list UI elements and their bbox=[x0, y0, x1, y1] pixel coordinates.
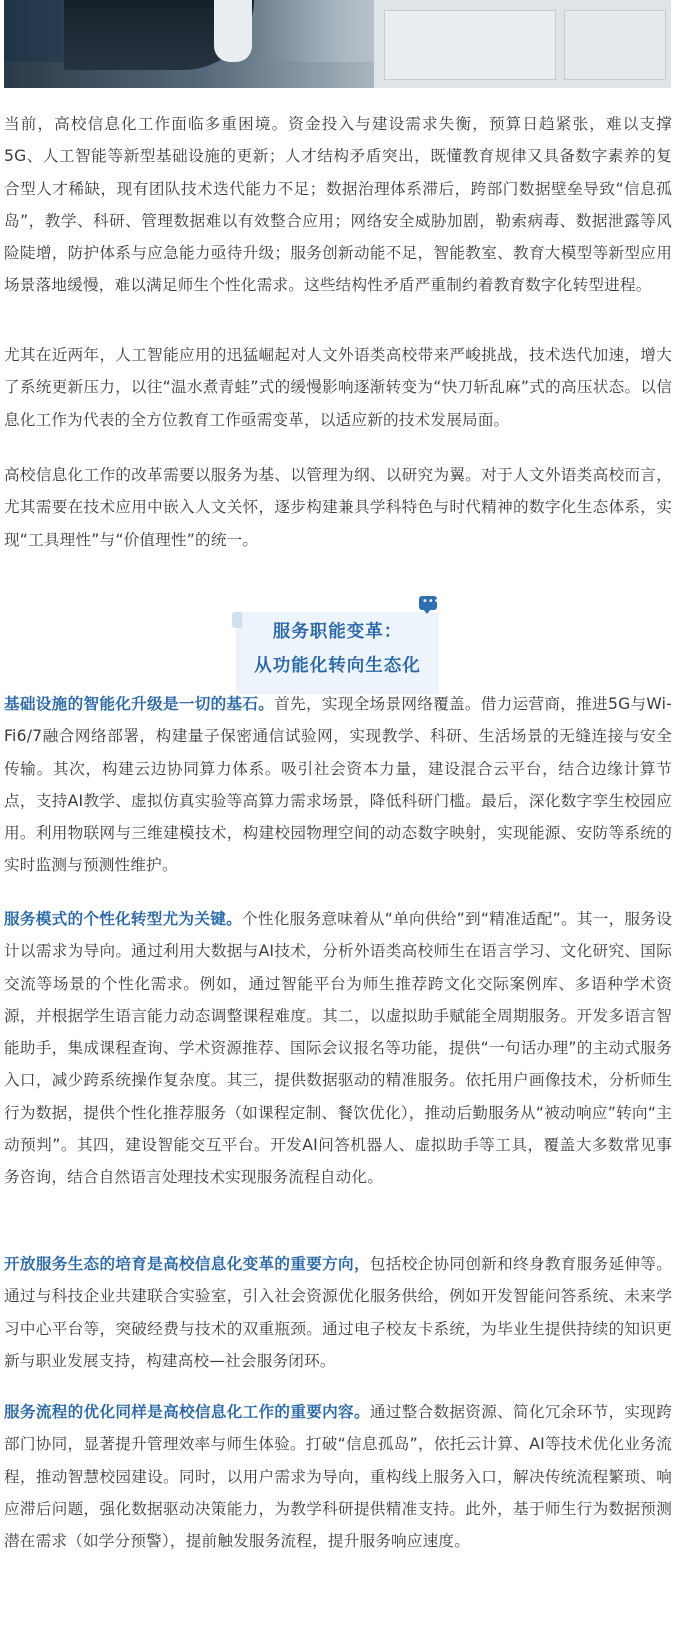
hero-image bbox=[4, 0, 671, 88]
section-paragraph-infrastructure bbox=[4, 688, 672, 882]
intro-paragraph-1 bbox=[4, 108, 672, 302]
section-title-line-1: 服务职能变革： bbox=[272, 622, 403, 642]
hero-drawer-2 bbox=[564, 10, 666, 80]
section-text-personalization: 个性化服务意味着从“单向供给”到“精准适配”。其一，服务设计以需求为导向。通过利用大数据与AI技术，分析外语类高校师生在语言学习、文化研究、国际交流等场景的个性化需求。例如，通过智能平台为师生推荐跨文化交际案例库、多语种学术资源，并根据学生语言能力动态调整课程难度。其二，以虚拟助手赋能全周期服务。开发多语言智能助手，集成课程查询、学术资源推荐、国际会议报名等功能，提供“一句话办理”的主动式服务入口，减少跨系统操作复杂度。其三，提供数据驱动的精准服务。依托用户画像技术，分析师生行为数据，提供个性化推荐服务（如课程定制、餐饮优化），推动后勤服务从“被动响应”转向“主动预判”。其四，建设智能交互平台。开发AI问答机器人、虚拟助手等工具，覆盖大多数常见事务咨询，结合自然语言处理技术实现服务流程自动化。 bbox=[4, 910, 672, 1187]
chat-bubble-dots: ••• bbox=[422, 596, 440, 607]
intro-paragraph-2 bbox=[4, 339, 672, 436]
section-text-infrastructure: 首先，实现全场景网络覆盖。借力运营商，推进5G与Wi-Fi6/7融合网络部署，构建量子保密通信试验网，实现教学、科研、生活场景的无缝连接与安全传输。其次，构建云边协同算力体系。吸引社会资本力量，建设混合云平台，结合边缘计算节点，支持AI教学、虚拟仿真实验等高算力需求场景，降低科研门槛。最后，深化数字孪生校园应用。利用物联网与三维建模技术，构建校园物理空间的动态数字映射，实现能源、安防等系统的实时监测与预测性维护。 bbox=[4, 695, 672, 875]
section-highlight-ecosystem: 开放服务生态的培育是高校信息化变革的重要方向， bbox=[4, 1255, 370, 1273]
section-highlight-personalization: 服务模式的个性化转型尤为关键。 bbox=[4, 910, 242, 928]
intro-paragraph-2-text: 尤其在近两年，人工智能应用的迅猛崛起对人文外语类高校带来严峻挑战，技术迭代加速，增大了系统更新压力，以往“温水煮青蛙”式的缓慢影响逐渐转变为“快刀斩乱麻”式的高压状态。以信息化工作为代表的全方位教育工作亟需变革，以适应新的技术发展局面。 bbox=[4, 346, 672, 429]
intro-paragraph-1-text: 当前，高校信息化工作面临多重困境。资金投入与建设需求失衡，预算日趋紧张，难以支撑5G、人工智能等新型基础设施的更新；人才结构矛盾突出，既懂教育规律又具备数字素养的复合型人才稀缺，现有团队技术迭代能力不足；数据治理体系滞后，跨部门数据壁垒导致“信息孤岛”，教学、科研、管理数据难以有效整合应用；网络安全威胁加剧，勒索病毒、数据泄露等风险陡增，防护体系与应急能力亟待升级；服务创新动能不足，智能教室、教育大模型等新型应用场景落地缓慢，难以满足师生个性化需求。这些结构性矛盾严重制约着教育数字化转型进程。 bbox=[4, 115, 672, 295]
section-title-line-2: 从功能化转向生态化 bbox=[254, 656, 421, 676]
section-highlight-infrastructure: 基础设施的智能化升级是一切的基石。 bbox=[4, 695, 275, 713]
chat-bubble-tail bbox=[423, 609, 431, 614]
section-paragraph-process bbox=[4, 1396, 672, 1557]
hero-chair-back bbox=[214, 0, 252, 62]
section-text-process: 通过整合数据资源、简化冗余环节，实现跨部门协同，显著提升管理效率与师生体验。打破“信息孤岛”，依托云计算、AI等技术优化业务流程，推动智慧校园建设。同时，以用户需求为导向，重构线上服务入口，解决传统流程繁琐、响应滞后问题，强化数据驱动决策能力，为教学科研提供精准支持。此外，基于师生行为数据预测潜在需求（如学分预警），提前触发服务流程，提升服务响应速度。 bbox=[4, 1403, 672, 1551]
intro-paragraph-3-text: 高校信息化工作的改革需要以服务为基、以管理为纲、以研究为翼。对于人文外语类高校而言，尤其需要在技术应用中嵌入人文关怀，逐步构建兼具学科特色与时代精神的数字化生态体系，实现“工具理性”与“价值理性”的统一。 bbox=[4, 466, 672, 549]
intro-paragraph-3 bbox=[4, 459, 672, 556]
hero-drawer bbox=[384, 10, 556, 80]
section-paragraph-ecosystem bbox=[4, 1248, 672, 1377]
section-text-ecosystem: 包括校企协同创新和终身教育服务延伸等。通过与科技企业共建联合实验室，引入社会资源优化服务供给，例如开发智能问答系统、未来学习中心平台等，突破经费与技术的双重瓶颈。通过电子校友卡系统，为毕业生提供持续的知识更新与职业发展支持，构建高校—社会服务闭环。 bbox=[4, 1255, 672, 1370]
section-paragraph-personalization bbox=[4, 903, 672, 1194]
section-highlight-process: 服务流程的优化同样是高校信息化工作的重要内容。 bbox=[4, 1403, 370, 1421]
